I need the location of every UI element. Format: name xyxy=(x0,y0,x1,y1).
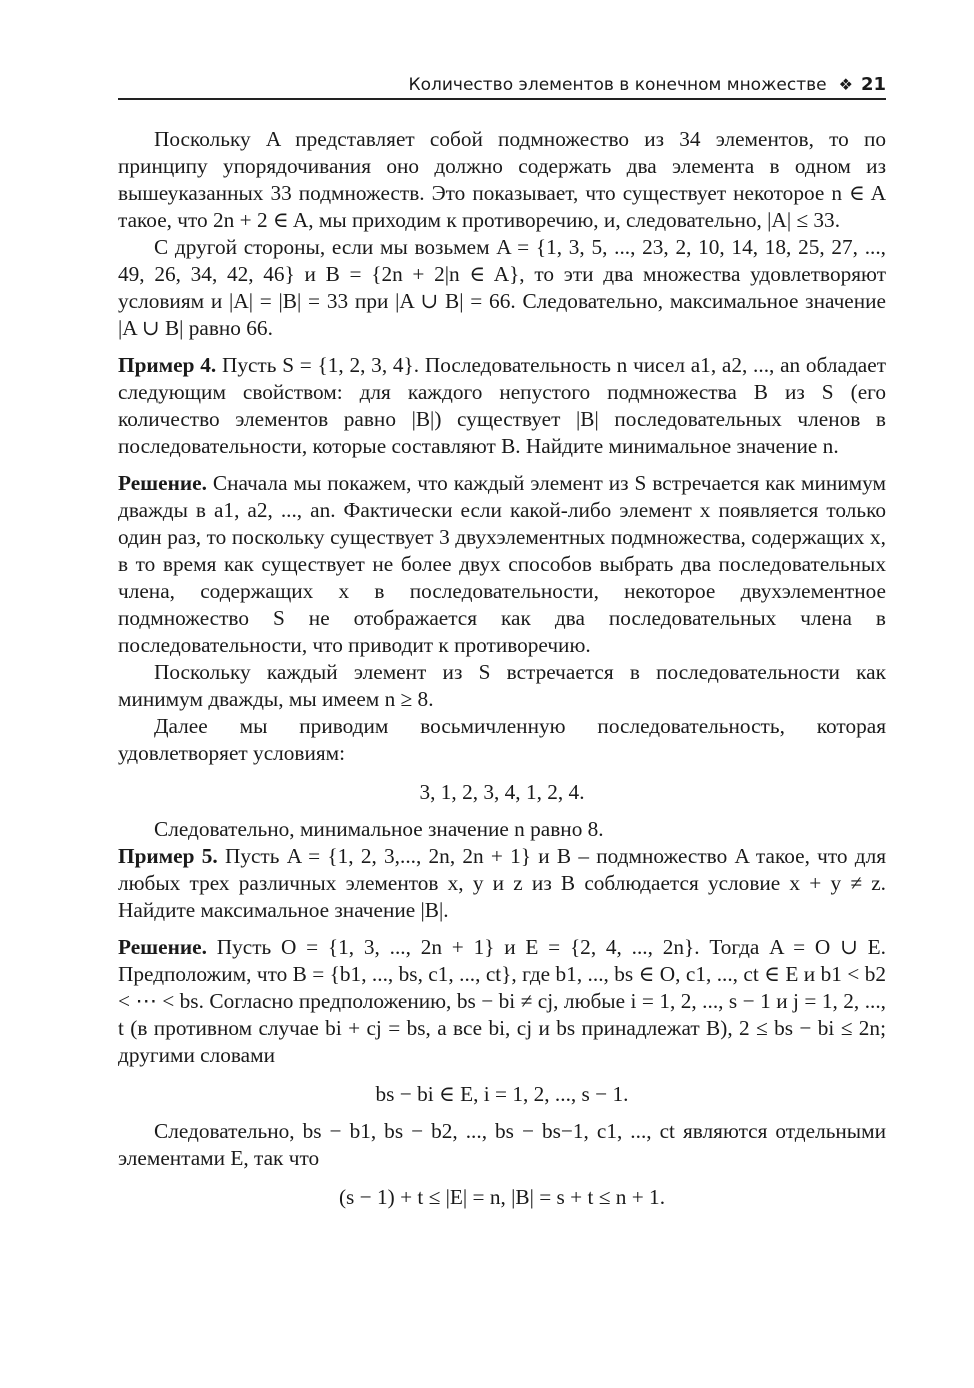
page-number: 21 xyxy=(860,74,886,95)
paragraph: С другой стороны, если мы возьмем A = {1, 3, 5, ..., 23, 2, 10, 14, 18, 25, 27, ..., 49, 26, 34, 42, 46} и B = {2n + 2|n ∈ A}, то эти два множества удовлетворяют условиям и |A| = |B| = 33 при |A ∪ B| = 66. Следовательно, максимальное значение |A ∪ B| равно 66. xyxy=(118,235,886,340)
page-body xyxy=(118,126,886,1221)
paragraph: Далее мы приводим восьмичленную последовательность, которая удовлетворяет условиям: xyxy=(118,714,886,765)
sequence-formula: 3, 1, 2, 3, 4, 1, 2, 4. xyxy=(419,780,585,804)
paragraph: Поскольку A представляет собой подмножество из 34 элементов, то по принципу упорядочивания оно должно содержать два элемента в одном из вышеуказанных 33 подмножеств. Это показывает, что существует некоторое n ∈ A такое, что 2n + 2 ∈ A, мы приходим к противоречию, и, следовательно, |A| ≤ 33. xyxy=(118,127,886,232)
example-label: Пример 4. xyxy=(118,353,217,377)
header-title: Количество элементов в конечном множестве xyxy=(408,75,827,95)
solution-text: Сначала мы покажем, что каждый элемент из S встречается как минимум дважды в a1, a2, ..., an. Фактически если какой-либо элемент x появляется только один раз, то поскольку существует 3 двухэлементных подмножества, содержащих x, в то время как существует не более двух способов выбрать два последовательных члена, содержащих x в последовательности, некоторое двухэлементное подмножество S не отображается как два последовательных члена в последовательности, что приводит к противоречию. xyxy=(118,471,886,657)
ornament-icon: ❖ xyxy=(838,75,853,94)
example-5 xyxy=(118,843,886,924)
example-4 xyxy=(118,352,886,460)
equation: (s − 1) + t ≤ |E| = n, |B| = s + t ≤ n + 1. xyxy=(338,1185,666,1209)
running-header xyxy=(118,72,886,100)
paragraph: Поскольку каждый элемент из S встречается в последовательности как минимум дважды, мы имеем n ≥ 8. xyxy=(118,660,886,711)
solution-5 xyxy=(118,934,886,1069)
paragraph: Следовательно, минимальное значение n равно 8. xyxy=(154,817,604,841)
solution-text: Пусть O = {1, 3, ..., 2n + 1} и E = {2, 4, ..., 2n}. Тогда A = O ∪ E. Предположим, что B = {b1, ..., bs, c1, ..., ct}, где b1, ..., bs ∈ O, c1, ..., ct ∈ E и b1 < b2 < ⋯ < bs. Согласно предположению, bs − bi ≠ cj, любые i = 1, 2, ..., s − 1 и j = 1, 2, ..., t (в противном случае bi + cj = bs, а все bi, cj и bs принадлежат B), 2 ≤ bs − bi ≤ 2n; другими словами xyxy=(118,935,887,1067)
solution-label: Решение. xyxy=(118,935,207,959)
example-text: Пусть A = {1, 2, 3,..., 2n, 2n + 1} и B – подмножество A такое, что для любых трех различных элементов x, y и z из B соблюдается условие x + y ≠ z. Найдите максимальное значение |B|. xyxy=(118,844,887,922)
example-text: Пусть S = {1, 2, 3, 4}. Последовательность n чисел a1, a2, ..., an обладает следующим свойством: для каждого непустого подмножества B из S (его количество элементов равно |B|) существует |B| последовательных членов в последовательности, которые составляют B. Найдите минимальное значение n. xyxy=(118,353,887,458)
paragraph: Следовательно, bs − b1, bs − b2, ..., bs − bs−1, c1, ..., ct являются отдельными элементами E, так что xyxy=(118,1119,886,1170)
solution-4 xyxy=(118,470,886,659)
solution-label: Решение. xyxy=(118,471,207,495)
equation: bs − bi ∈ E, i = 1, 2, ..., s − 1. xyxy=(375,1082,629,1106)
example-label: Пример 5. xyxy=(118,844,218,868)
